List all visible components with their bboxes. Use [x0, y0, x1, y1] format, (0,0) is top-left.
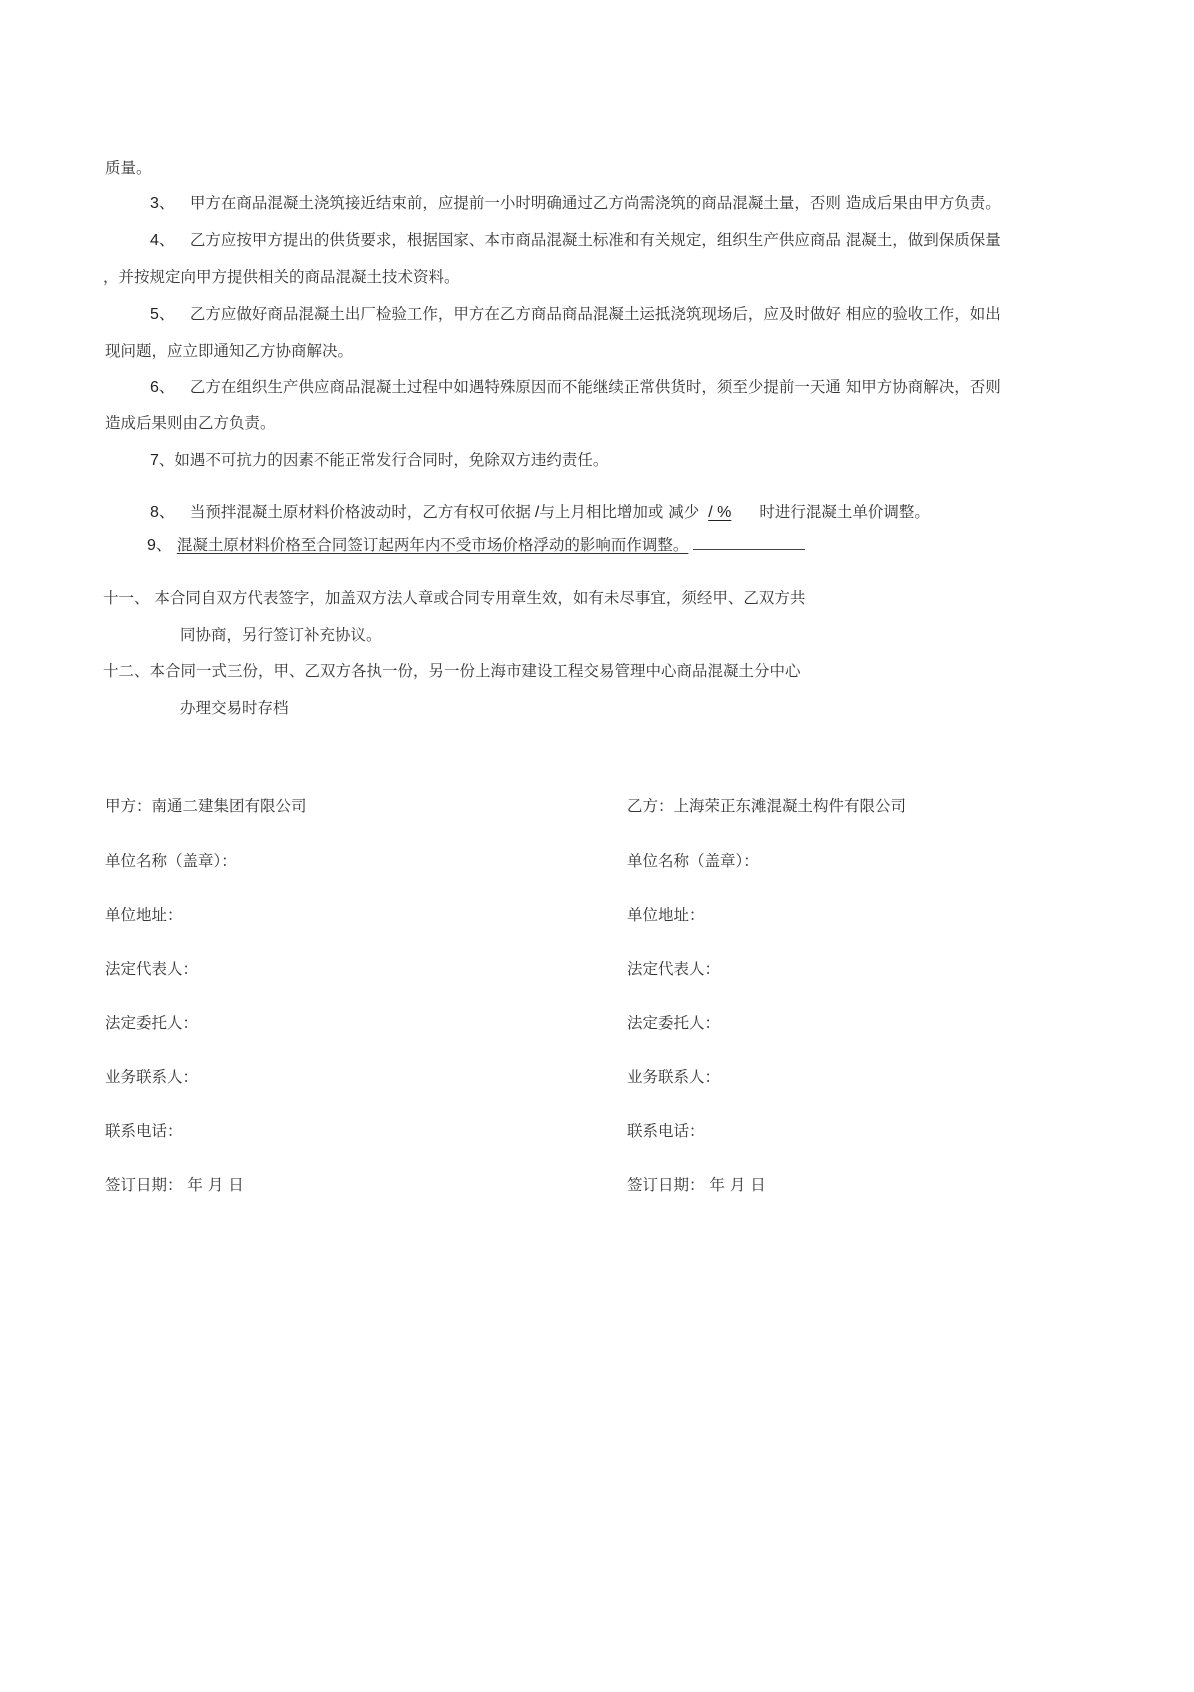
clause-4-line2: ，并按规定向甲方提供相关的商品混凝土技术资料。	[103, 268, 460, 286]
party-b-phone-field: 联系电话：	[627, 1122, 705, 1140]
party-a-phone-field: 联系电话：	[105, 1122, 183, 1140]
party-b-date-field: 签订日期： 年 月 日	[627, 1176, 766, 1194]
clause-7-number: 7	[150, 452, 159, 469]
clause-9-number: 9、	[147, 537, 172, 554]
party-a-address-field: 单位地址：	[105, 906, 183, 924]
clause-5-line1: 乙方应做好商品混凝土出厂检验工作，甲方在乙方商品商品混凝土运抵浇筑现场后，应及时做好 相应的验收工作，如出	[189, 305, 1001, 323]
party-b-legal-rep-field: 法定代表人：	[627, 960, 721, 978]
party-b-agent-field: 法定委托人：	[627, 1014, 721, 1032]
clause-4-number: 4、	[150, 232, 175, 249]
clause-9-text: 混凝土原材料价格至合同签订起两年内不受市场价格浮动的影响而作调整。	[176, 536, 689, 554]
clause-8-part3: 时进行混凝土单价调整。	[759, 503, 930, 521]
clause-3-text: 甲方在商品混凝土浇筑接近结束前，应提前一小时明确通过乙方尚需浇筑的商品混凝土量，否则 造成后果由甲方负责。	[189, 194, 1001, 212]
clause-8-part2: 与上月相比增加或 减少	[539, 503, 700, 521]
party-a-agent-field: 法定委托人：	[105, 1014, 199, 1032]
party-b-seal-field: 单位名称（盖章）：	[627, 852, 759, 870]
clause-8-percent: / %	[708, 504, 732, 521]
clause-3	[150, 193, 1001, 214]
party-a-seal-field: 单位名称（盖章）：	[105, 852, 237, 870]
party-a-contact-field: 业务联系人：	[105, 1068, 199, 1086]
clause-6-number: 6、	[150, 379, 175, 396]
clause-6-line1: 乙方在组织生产供应商品混凝土过程中如遇特殊原因而不能继续正常供货时，须至少提前一天通 知甲方协商解决，否则	[189, 378, 1001, 396]
article-11-line1: 十一、 本合同自双方代表签字，加盖双方法人章或合同专用章生效，如有未尽事宜，须经甲、乙双方共	[103, 589, 806, 607]
party-a-legal-rep-field: 法定代表人：	[105, 960, 199, 978]
clause-7	[150, 450, 608, 471]
party-a-name: 甲方：南通二建集团有限公司	[105, 797, 307, 815]
clause-8-part1: 当预拌混凝土原材料价格波动时，乙方有权可依据	[189, 503, 531, 521]
clause-5-number: 5、	[150, 306, 175, 323]
party-a-date-field: 签订日期： 年 月 日	[105, 1176, 244, 1194]
clause-5	[150, 304, 1001, 325]
clause-fragment: 质量。	[105, 159, 152, 177]
party-b-name: 乙方：上海荣正东滩混凝土构件有限公司	[627, 797, 907, 815]
clause-8-slash: /	[534, 504, 540, 521]
clause-8	[150, 502, 930, 523]
party-b-address-field: 单位地址：	[627, 906, 705, 924]
clause-4-line1: 乙方应按甲方提出的供货要求，根据国家、本市商品混凝土标准和有关规定，组织生产供应商品 混凝土，做到保质保量	[189, 231, 1001, 249]
clause-4	[150, 230, 1001, 251]
article-11-line2: 同协商，另行签订补充协议。	[180, 626, 382, 644]
clause-9	[147, 535, 805, 556]
clause-6-line2: 造成后果则由乙方负责。	[105, 414, 276, 432]
clause-5-line2: 现问题，应立即通知乙方协商解决。	[105, 342, 354, 360]
clause-6	[150, 377, 1001, 398]
article-12-line2: 办理交易时存档	[180, 699, 289, 717]
clause-8-number: 8、	[150, 504, 175, 521]
clause-9-blank-line	[693, 535, 805, 550]
clause-7-text: 、如遇不可抗力的因素不能正常发行合同时，免除双方违约责任。	[158, 451, 609, 469]
clause-3-number: 3、	[150, 195, 175, 212]
party-b-contact-field: 业务联系人：	[627, 1068, 721, 1086]
article-12-line1: 十二、本合同一式三份，甲、乙双方各执一份，另一份上海市建设工程交易管理中心商品混凝土分中心	[103, 662, 801, 680]
